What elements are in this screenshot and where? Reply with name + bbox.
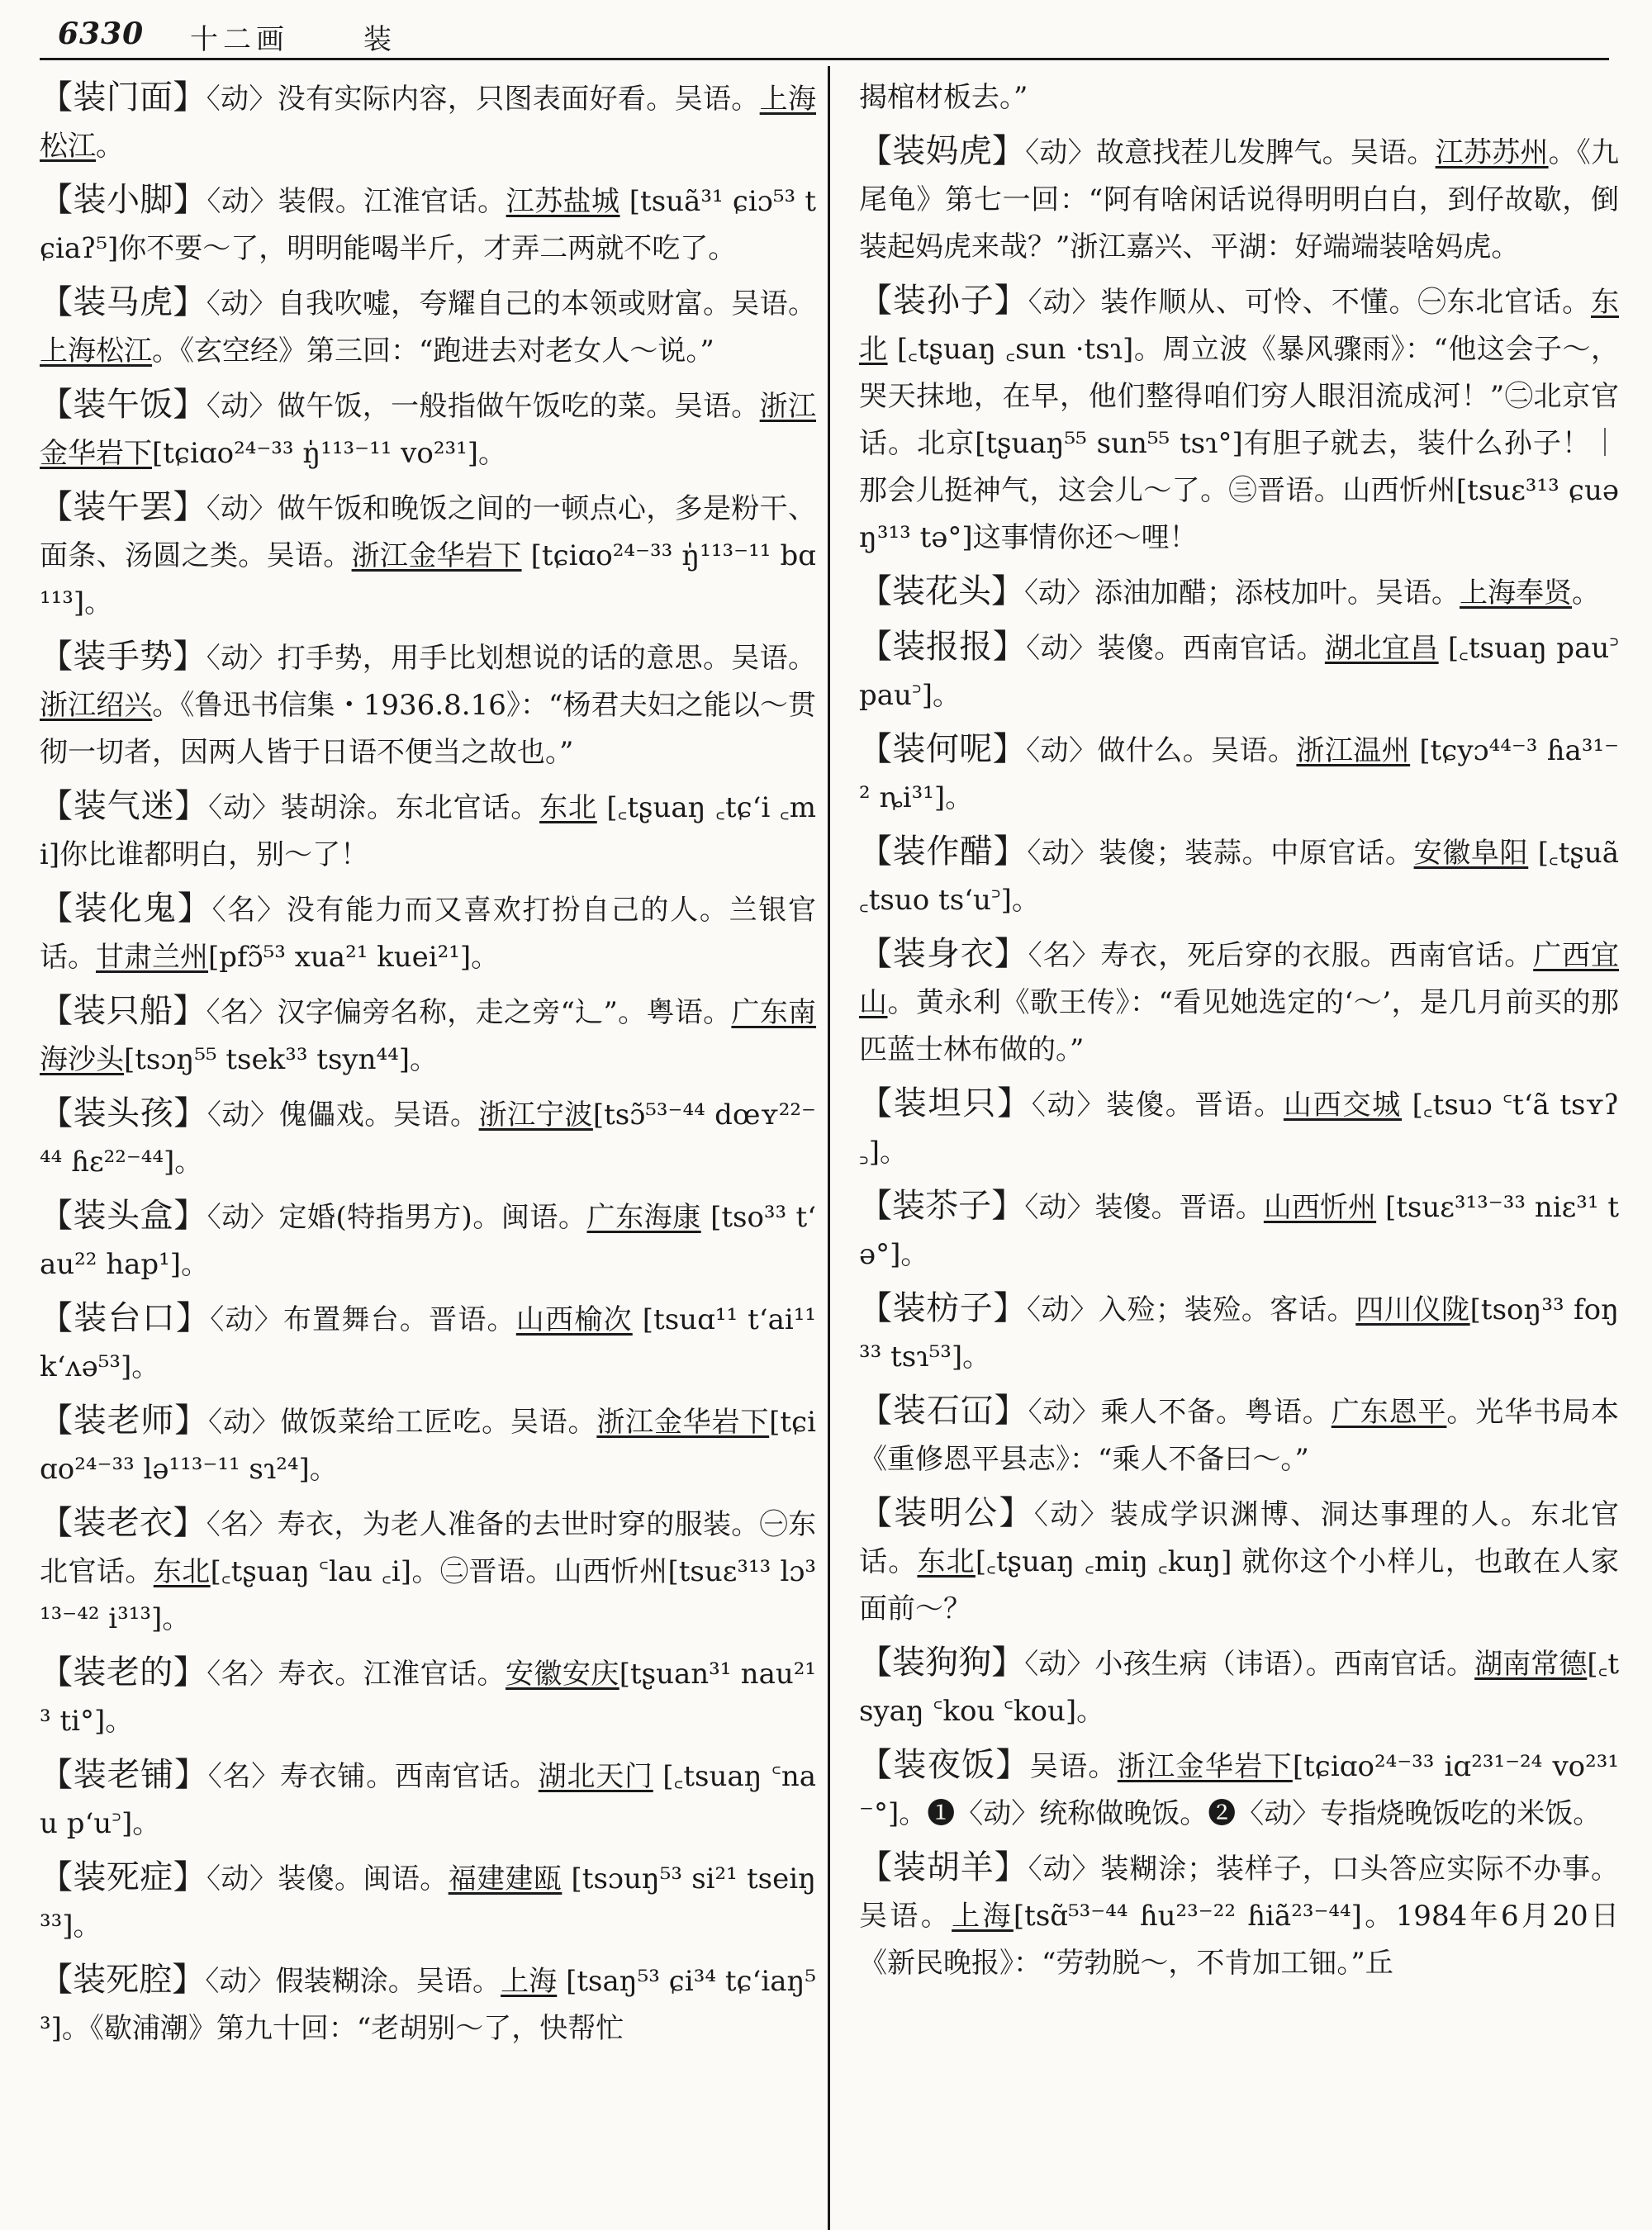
dictionary-entry: [40, 1957, 816, 2052]
dictionary-entry: [859, 726, 1619, 822]
entry-detail: 。光华书局本《重修恩平县志》：“乘人不备曰～。”: [859, 1396, 1620, 1476]
entry-definition: 〈名〉没有能力而又喜欢打扮自己的人。兰银官话。: [40, 894, 817, 974]
header-character: 装: [363, 23, 392, 56]
column-divider: [828, 66, 830, 2230]
entry-headword: 【装坦只】: [859, 1084, 1032, 1122]
entry-detail: [꜀tʂuaŋ ꜀miŋ ꜀kuŋ] 就你这个小样儿，也敢在人家面前～？: [859, 1545, 1619, 1625]
dictionary-entry: [40, 1295, 816, 1391]
entry-definition: 〈动〉傀儡戏。吴语。: [206, 1098, 479, 1132]
entry-headword: 【装死腔】: [40, 1961, 206, 1999]
entry-headword: 【装花头】: [859, 572, 1024, 610]
entry-definition: 揭棺材板去。”: [859, 81, 1028, 114]
entry-headword: 【装马虎】: [40, 283, 206, 321]
entry-detail: [꜀tsyaŋ ꜂kou ꜂kou]。: [859, 1648, 1620, 1728]
page-number: 6330: [58, 17, 145, 51]
entry-detail: 。: [1572, 576, 1600, 610]
entry-detail: [tso³³ tʻau²² hap¹]。: [40, 1201, 817, 1281]
entry-headword: 【装石冚】: [859, 1392, 1028, 1430]
entry-detail: [tɕiɑo²⁴⁻³³ ŋ̍¹¹³⁻¹¹ bɑ¹¹³]。: [40, 539, 816, 619]
entry-headword: 【装手势】: [40, 638, 206, 676]
entry-definition: 〈动〉入殓；装殓。客话。: [1027, 1293, 1356, 1326]
entry-location: 广西宜山: [859, 939, 1620, 1019]
entry-location: 安徽安庆: [505, 1658, 620, 1691]
entry-location: 上海松江: [40, 334, 152, 368]
entry-detail: [tsuɑ¹¹ tʻai¹¹ kʻʌə⁵³]。: [40, 1303, 817, 1383]
dictionary-entry: [859, 624, 1619, 719]
entry-definition: 〈动〉装傻。闽语。: [206, 1862, 449, 1896]
entry-definition: 〈动〉假装糊涂。吴语。: [205, 1965, 501, 1998]
dictionary-entry: [40, 1752, 816, 1848]
entry-detail: [꜀tsuaŋ pau꜄ pau꜄]。: [859, 632, 1620, 712]
header-rule: [40, 58, 1609, 60]
entry-detail: 。《鲁迅书信集・1936.8.16》：“杨君夫妇之能以～贯彻一切者，因两人皆于日语不便当之故也。”: [40, 689, 816, 769]
entry-definition: 〈动〉做午饭和晚饭之间的一顿点心，多是粉干、面条、汤圆之类。吴语。: [40, 492, 817, 572]
dictionary-entry: [859, 1388, 1619, 1483]
entry-headword: 【装妈虎】: [859, 132, 1026, 170]
entry-definition: 〈动〉没有实际内容，只图表面好看。吴语。: [206, 83, 760, 116]
entry-headword: 【装何呢】: [859, 730, 1027, 768]
entry-location: 山西榆次: [515, 1303, 633, 1336]
entry-location: 山西忻州: [1263, 1191, 1377, 1224]
dictionary-entry: [40, 1854, 816, 1950]
entry-definition: 〈动〉打手势，用手比划想说的话的意思。吴语。: [206, 642, 817, 675]
entry-headword: 【装午罢】: [40, 488, 206, 526]
entry-detail: 。黄永利《歌王传》：“看见她选定的‘～’，是几月前买的那匹蓝士林布做的。”: [859, 986, 1619, 1066]
dictionary-entry: [859, 1490, 1619, 1633]
entry-definition: 〈动〉小孩生病（讳语）。西南官话。: [1024, 1648, 1475, 1681]
entry-detail: [tɕiɑo²⁴⁻³³ lə¹¹³⁻¹¹ sɿ²⁴]。: [40, 1406, 817, 1486]
dictionary-entry: [859, 568, 1619, 617]
entry-detail: 。: [96, 130, 124, 163]
entry-location: 浙江绍兴: [40, 689, 153, 722]
entry-headword: 【装化鬼】: [40, 890, 212, 928]
entry-definition: 〈动〉装傻。晋语。: [1024, 1191, 1264, 1224]
entry-location: 浙江金华岩下: [351, 539, 522, 572]
entry-location: 广东恩平: [1331, 1396, 1447, 1429]
dictionary-entry: [859, 1639, 1619, 1735]
dictionary-entry: [40, 783, 816, 879]
entry-headword: 【装胡羊】: [859, 1848, 1028, 1886]
dictionary-entry: [40, 1193, 816, 1288]
page-header: [58, 13, 1611, 59]
dictionary-entry: [859, 931, 1619, 1074]
entry-location: 东北: [153, 1555, 211, 1588]
dictionary-entry: [40, 382, 816, 477]
entry-location: 上海: [952, 1900, 1014, 1933]
entry-location: 四川仪陇: [1355, 1293, 1470, 1326]
entry-headword: 【装老的】: [40, 1654, 207, 1691]
dictionary-entry: [859, 278, 1619, 562]
entry-definition: 〈动〉自我吹嘘，夸耀自己的本领或财富。吴语。: [206, 287, 817, 320]
dictionary-entry: [859, 1183, 1619, 1279]
entry-detail: [tsɔuŋ⁵³ si²¹ tseiŋ³³]。: [40, 1862, 817, 1943]
entry-detail: [꜀tsuɔ ꜂tʻã tsʏʔ꜆]。: [859, 1089, 1620, 1169]
entry-headword: 【装孙子】: [859, 282, 1028, 320]
entry-detail: [tʂuan³¹ nau²¹³ ti°]。: [40, 1658, 817, 1738]
entry-definition: 〈名〉寿衣。江淮官话。: [206, 1658, 506, 1691]
entry-detail: [꜀tʂuaŋ ꜀tɕʻi ꜀mi]你比谁都明白，别～了！: [40, 791, 816, 871]
entry-headword: 【装身衣】: [859, 935, 1028, 973]
entry-definition: 〈动〉装傻。晋语。: [1031, 1089, 1284, 1122]
entry-definition: 〈动〉装傻；装蒜。中原官话。: [1027, 837, 1414, 870]
entry-headword: 【装狗狗】: [859, 1644, 1025, 1682]
entry-headword: 【装枋子】: [859, 1289, 1028, 1327]
entry-location: 安徽阜阳: [1413, 837, 1529, 870]
entry-detail: [tsuã³¹ ɕiɔ⁵³ tɕiaʔ⁵]你不要～了，明明能喝半斤，才弄二两就不吃了。: [40, 185, 817, 265]
entry-location: 东北: [859, 286, 1620, 366]
entry-definition: 〈动〉做午饭，一般指做午饭吃的菜。吴语。: [206, 390, 760, 423]
entry-location: 上海奉贤: [1460, 576, 1572, 610]
entry-definition: 〈名〉汉字偏旁名称，走之旁“辶”。粤语。: [206, 996, 732, 1029]
entry-location: 上海: [501, 1965, 558, 1998]
entry-headword: 【装夜饭】: [859, 1746, 1030, 1784]
dictionary-entry: [40, 1500, 816, 1643]
dictionary-entry: [859, 1285, 1619, 1381]
entry-headword: 【装死症】: [40, 1858, 207, 1896]
entry-headword: 【装老铺】: [40, 1756, 208, 1794]
entry-definition: 〈动〉做饭菜给工匠吃。吴语。: [208, 1406, 597, 1439]
entry-definition: 〈动〉装胡涂。东北官话。: [208, 791, 540, 824]
entry-detail: [tsaŋ⁵³ ɕi³⁴ tɕʻiaŋ⁵³]。《歇浦潮》第九十回：“老胡别～了，快帮忙: [40, 1965, 817, 2045]
entry-location: 浙江金华岩下: [596, 1406, 770, 1439]
entry-definition: 〈动〉装糊涂；装样子，口头答应实际不办事。吴语。: [859, 1853, 1620, 1933]
dictionary-entry: [40, 1090, 816, 1186]
entry-definition: 〈动〉装假。江淮官话。: [206, 185, 506, 218]
entry-location: 湖北天门: [538, 1760, 653, 1793]
entry-headword: 【装台口】: [40, 1299, 211, 1337]
entry-location: 浙江宁波: [478, 1098, 593, 1132]
entry-detail: [tɕiɑo²⁴⁻³³ ŋ̍¹¹³⁻¹¹ vo²³¹]。: [152, 437, 506, 470]
entry-definition: 〈动〉装成学识渊博、洞达事理的人。东北官话。: [859, 1498, 1619, 1578]
entry-location: 广东南海沙头: [40, 996, 817, 1076]
entry-location: 浙江温州: [1296, 734, 1411, 767]
entry-location: 东北: [917, 1545, 976, 1578]
dictionary-entry: [859, 1844, 1619, 1987]
entry-location: 甘肃兰州: [96, 941, 208, 974]
entry-detail: [꜀tʂuã ꜀tsuo tsʻu꜄]。: [859, 837, 1620, 917]
dictionary-entry: [40, 279, 816, 375]
entry-definition: 吴语。: [1029, 1750, 1118, 1783]
entry-detail: [꜀tsuaŋ ꜂nau pʻu꜄]。: [40, 1760, 817, 1840]
entry-headword: 【装气迷】: [40, 787, 209, 825]
entry-detail: [꜀tʂuaŋ ꜀sun ·tsɿ]。周立波《暴风骤雨》：“他这会子～，哭天抹地，在早，他们整得咱们穷人眼泪流成河！”㊁北京官话。北京[tʂuaŋ⁵⁵ sun⁵⁵ tsɿ°]有胆子就去，装什么孙子！｜那会儿挺神气，这会儿～了。㊂晋语。山西忻州[tsuɛ³¹³ ɕuəŋ³¹³ tə°]这事情你还～哩！: [859, 333, 1620, 554]
entry-definition: 〈名〉寿衣铺。西南官话。: [207, 1760, 539, 1793]
entry-location: 山西交城: [1283, 1089, 1403, 1122]
entry-detail: [pfɔ̃⁵³ xua²¹ kuei²¹]。: [208, 941, 500, 974]
entry-detail: [꜀tʂuaŋ ꜂lau ꜀i]。㊁晋语。山西忻州[tsuɛ³¹³ lɔ³¹³⁻⁴² i³¹³]。: [40, 1555, 817, 1635]
entry-detail: [tɕyɔ⁴⁴⁻³ ɦa³¹⁻² ȵi³¹]。: [859, 734, 1620, 814]
entry-detail: [tsoŋ³³ foŋ³³ tsɿ⁵³]。: [859, 1293, 1620, 1374]
dictionary-entry: [40, 1397, 816, 1493]
dictionary-entry: [40, 177, 816, 273]
dictionary-entry: [40, 74, 816, 170]
dictionary-entry: [859, 128, 1619, 271]
entry-headword: 【装头孩】: [40, 1094, 207, 1132]
entry-detail: [tɕiɑo²⁴⁻³³ iɑ²³¹⁻²⁴ vo²³¹⁻°]。❶〈动〉统称做晚饭。❷〈动〉专指烧晚饭吃的米饭。: [859, 1750, 1620, 1830]
dictionary-entry: [40, 885, 816, 981]
entry-definition: 〈动〉定婚(特指男方)。闽语。: [206, 1201, 587, 1234]
entry-headword: 【装作醋】: [859, 833, 1028, 871]
entry-headword: 【装头盒】: [40, 1197, 207, 1235]
entry-definition: 〈名〉寿衣，为老人准备的去世时穿的服装。㊀东北官话。: [40, 1508, 817, 1588]
entry-definition: 〈动〉装作顺从、可怜、不懂。㊀东北官话。: [1028, 286, 1592, 319]
entry-location: 江苏盐城: [506, 185, 620, 218]
entry-detail: [tsuɛ³¹³⁻³³ niɛ³¹ tə°]。: [859, 1191, 1620, 1271]
dictionary-entry: [859, 1080, 1619, 1176]
entry-location: 湖北宜昌: [1324, 632, 1439, 665]
right-column: [859, 74, 1619, 1994]
header-section: 十二画: [190, 23, 289, 56]
entry-definition: 〈动〉布置舞台。晋语。: [210, 1303, 516, 1336]
entry-headword: 【装报报】: [859, 628, 1027, 666]
entry-location: 东北: [539, 791, 597, 824]
dictionary-entry: [40, 1649, 816, 1745]
entry-definition: 〈动〉乘人不备。粤语。: [1028, 1396, 1332, 1429]
entry-definition: 〈名〉寿衣，死后穿的衣服。西南官话。: [1028, 939, 1534, 972]
entry-definition: 〈动〉故意找茬儿发脾气。吴语。: [1025, 136, 1436, 169]
entry-definition: 〈动〉做什么。吴语。: [1026, 734, 1297, 767]
entry-headword: 【装老衣】: [40, 1504, 206, 1542]
entry-headword: 【装门面】: [40, 78, 206, 116]
entry-detail: [tsɑ̃⁵³⁻⁴⁴ ɦu²³⁻²² ɦiã²³⁻⁴⁴]。1984年6月20日《新民晚报》：“劳勃脱～，不肯加工钿。”丘: [859, 1900, 1619, 1980]
entry-headword: 【装明公】: [859, 1494, 1034, 1532]
entry-detail: [tsɔ̃⁵³⁻⁴⁴ dœʏ²²⁻⁴⁴ ɦɛ²²⁻⁴⁴]。: [40, 1098, 817, 1179]
dictionary-entry: [859, 74, 1619, 121]
dictionary-entry: [859, 1742, 1619, 1838]
entry-location: 上海松江: [40, 83, 817, 163]
entry-location: 浙江金华岩下: [1117, 1750, 1293, 1783]
entry-location: 湖南常德: [1474, 1648, 1588, 1681]
entry-headword: 【装只船】: [40, 992, 206, 1030]
entry-detail: 。《九尾龟》第七一回：“阿有啥闲话说得明明白白，到仔故歇，倒装起妈虎来哉？”浙江嘉兴、平湖：好端端装啥妈虎。: [859, 136, 1620, 263]
entry-definition: 〈动〉装傻。西南官话。: [1026, 632, 1325, 665]
entry-location: 福建建瓯: [448, 1862, 563, 1896]
entry-headword: 【装苶子】: [859, 1187, 1025, 1225]
entry-headword: 【装老师】: [40, 1402, 209, 1440]
entry-detail: [tsɔŋ⁵⁵ tsek³³ tsyn⁴⁴]。: [124, 1043, 439, 1076]
dictionary-entry: [40, 484, 816, 627]
entry-detail: 。《玄空经》第三回：“跑进去对老女人～说。”: [152, 334, 714, 368]
dictionary-entry: [859, 828, 1619, 924]
entry-location: 浙江金华岩下: [40, 390, 817, 470]
entry-headword: 【装小脚】: [40, 181, 207, 219]
dictionary-entry: [40, 988, 816, 1084]
entry-location: 广东海康: [586, 1201, 701, 1234]
entry-definition: 〈动〉添油加醋；添枝加叶。吴语。: [1024, 576, 1460, 610]
dictionary-entry: [40, 633, 816, 776]
entry-location: 江苏苏州: [1435, 136, 1549, 169]
left-column: [40, 74, 816, 2059]
entry-headword: 【装午饭】: [40, 386, 206, 424]
